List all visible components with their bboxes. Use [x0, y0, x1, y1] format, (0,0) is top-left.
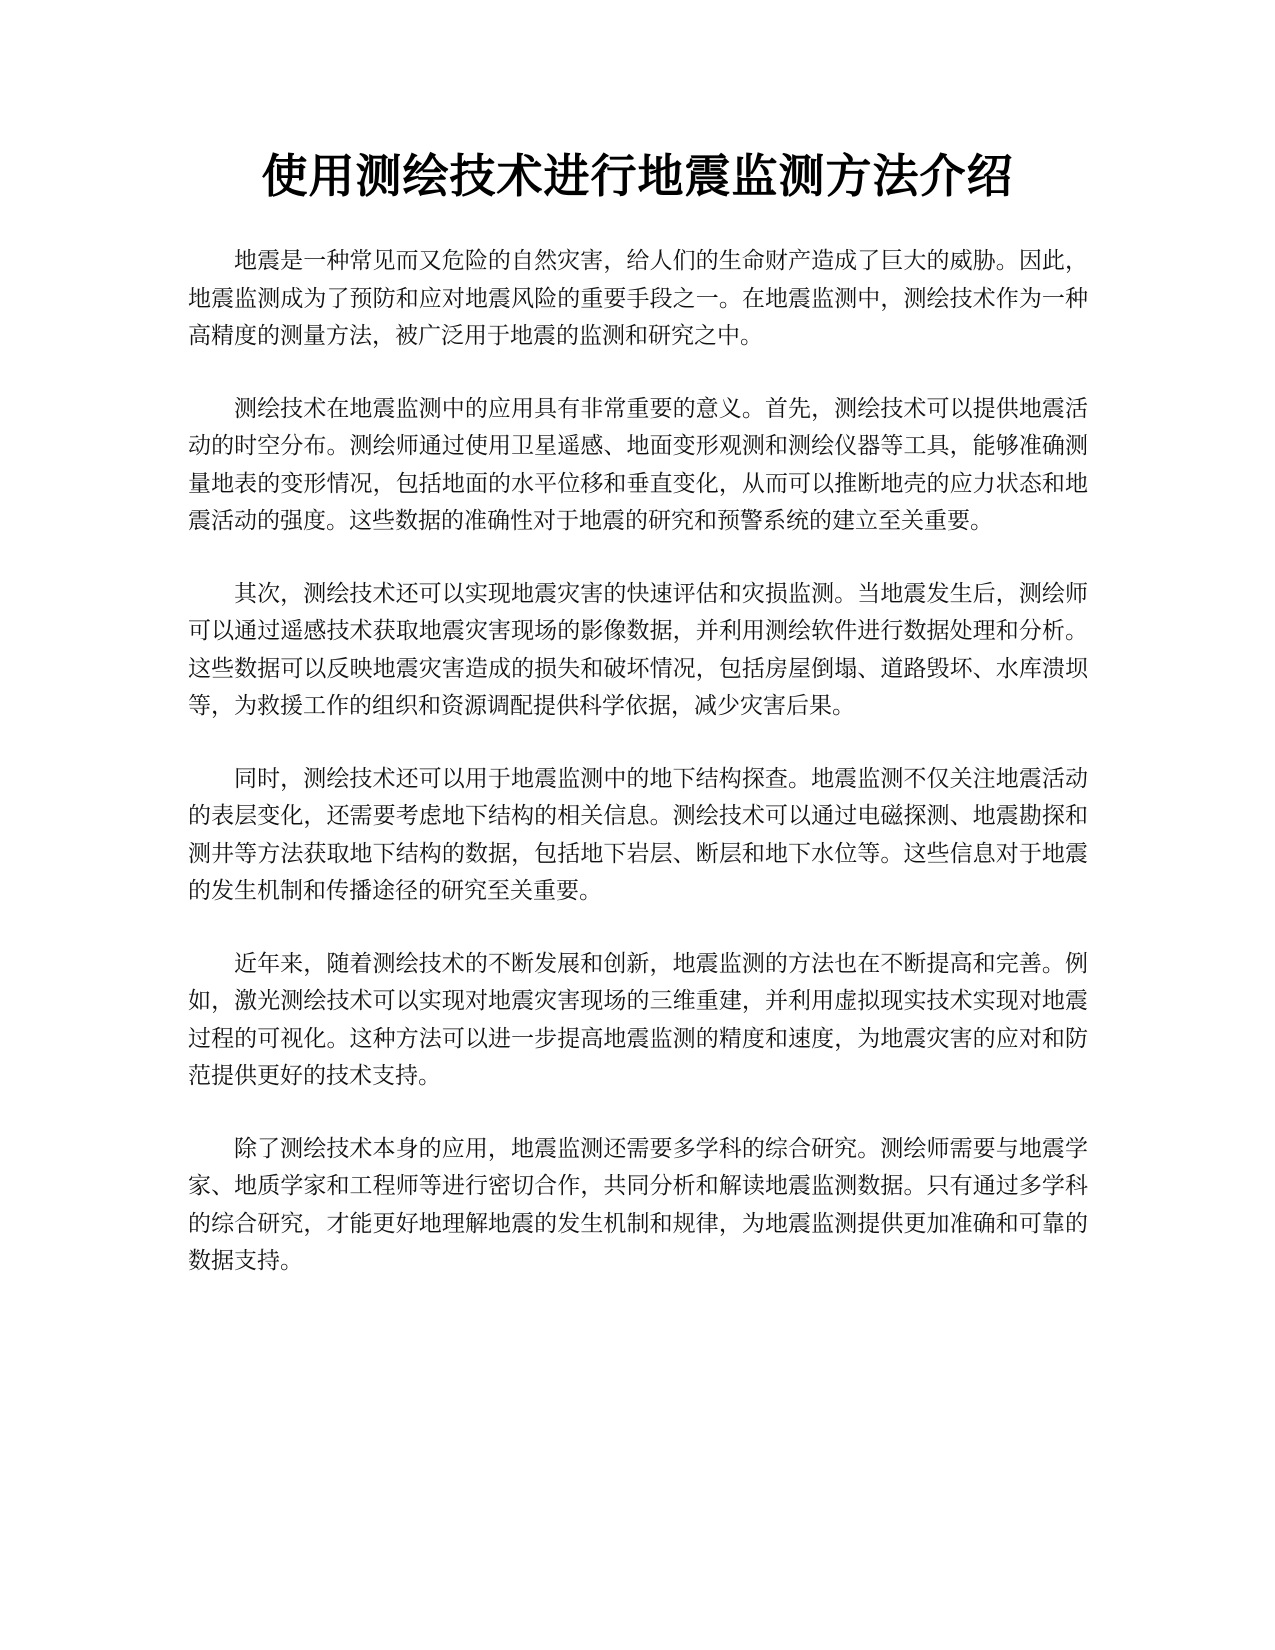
paragraph: 地震是一种常见而又危险的自然灾害，给人们的生命财产造成了巨大的威胁。因此，地震监测成为了预防和应对地震风险的重要手段之一。在地震监测中，测绘技术作为一种高精度的测量方法，被广泛用于地震的监测和研究之中。 — [188, 248, 1088, 349]
document-title: 使用测绘技术进行地震监测方法介绍 — [261, 149, 1014, 203]
document-body — [188, 243, 1088, 1316]
paragraph: 同时，测绘技术还可以用于地震监测中的地下结构探查。地震监测不仅关注地震活动的表层变化，还需要考虑地下结构的相关信息。测绘技术可以通过电磁探测、地震勘探和测井等方法获取地下结构的数据，包括地下岩层、断层和地下水位等。这些信息对于地震的发生机制和传播途径的研究至关重要。 — [188, 765, 1088, 904]
paragraph: 近年来，随着测绘技术的不断发展和创新，地震监测的方法也在不断提高和完善。例如，激光测绘技术可以实现对地震灾害现场的三维重建，并利用虚拟现实技术实现对地震过程的可视化。这种方法可以进一步提高地震监测的精度和速度，为地震灾害的应对和防范提供更好的技术支持。 — [188, 950, 1088, 1089]
paragraph: 其次，测绘技术还可以实现地震灾害的快速评估和灾损监测。当地震发生后，测绘师可以通过遥感技术获取地震灾害现场的影像数据，并利用测绘软件进行数据处理和分析。这些数据可以反映地震灾害造成的损失和破坏情况，包括房屋倒塌、道路毁坏、水库溃坝等，为救援工作的组织和资源调配提供科学依据，减少灾害后果。 — [188, 580, 1088, 719]
paragraph: 除了测绘技术本身的应用，地震监测还需要多学科的综合研究。测绘师需要与地震学家、地质学家和工程师等进行密切合作，共同分析和解读地震监测数据。只有通过多学科的综合研究，才能更好地理解地震的发生机制和规律，为地震监测提供更加准确和可靠的数据支持。 — [188, 1135, 1088, 1274]
paragraph: 测绘技术在地震监测中的应用具有非常重要的意义。首先，测绘技术可以提供地震活动的时空分布。测绘师通过使用卫星遥感、地面变形观测和测绘仪器等工具，能够准确测量地表的变形情况，包括地面的水平位移和垂直变化，从而可以推断地壳的应力状态和地震活动的强度。这些数据的准确性对于地震的研究和预警系统的建立至关重要。 — [188, 395, 1088, 534]
